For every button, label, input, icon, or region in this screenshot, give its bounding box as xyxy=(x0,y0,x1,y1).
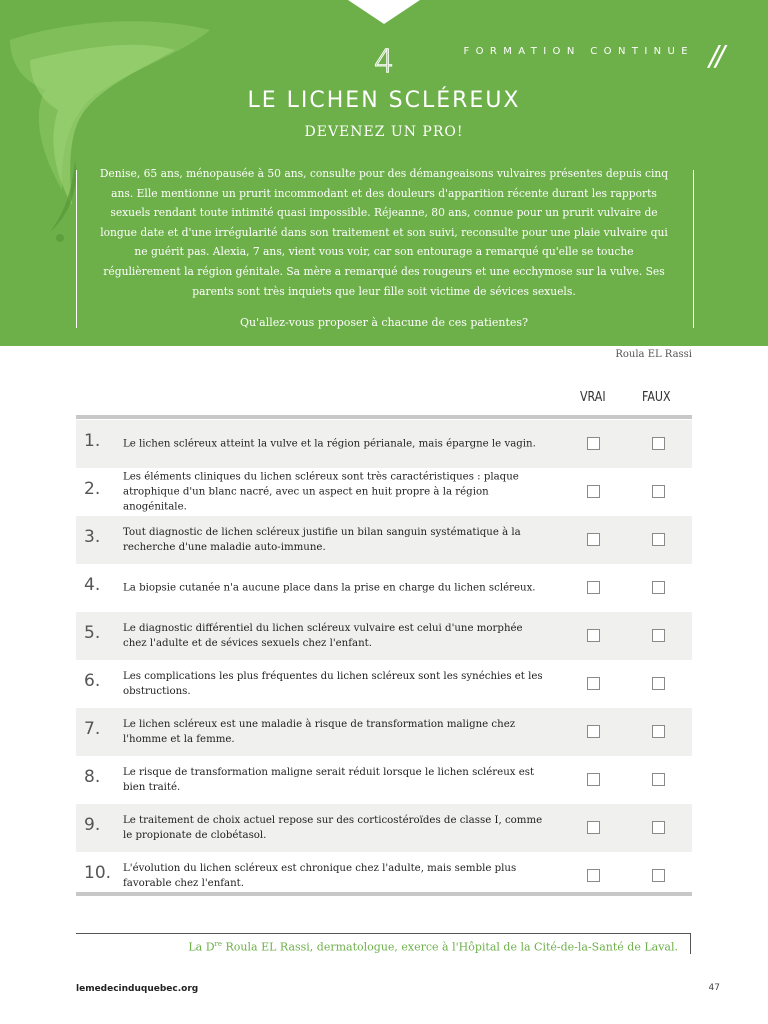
case-description: Denise, 65 ans, ménopausée à 50 ans, consulte pour des démangeaisons vulvaires présentes depuis cinq ans. Elle mentionne un prurit incommodant et des douleurs d'apparition récente durant les rapports sexuels rendant toute intimité quasi impossible. Réjeanne, 80 ans, connue pour un prurit vulvaire de longue date et d'une irrégularité dans son traitement et son suivi, reconsulte pour une plaie vulvaire qui ne guérit pas. Alexia, 7 ans, vient vous voir, car son entourage a remarqué qu'elle se touche régulièrement la région génitale. Sa mère a remarqué des rougeurs et une ecchymose sur la vulve. Ses parents sont très inquiets que leur fille soit victime de sévices sexuels. xyxy=(99,167,669,298)
faux-checkbox[interactable] xyxy=(652,485,665,498)
table-top-rule xyxy=(76,415,692,419)
item-number: 4. xyxy=(84,575,101,595)
article-number: 4 xyxy=(373,42,395,80)
column-header-vrai: VRAI xyxy=(580,390,606,405)
item-statement: Le risque de transformation maligne serait réduit lorsque le lichen scléreux est bien traité. xyxy=(123,767,535,793)
page-title: LE LICHEN SCLÉREUX xyxy=(247,88,521,113)
faux-checkbox[interactable] xyxy=(652,437,665,450)
author-name: Roula EL Rassi xyxy=(615,349,692,360)
vrai-checkbox[interactable] xyxy=(587,821,600,834)
quiz-list xyxy=(76,420,692,900)
faux-checkbox[interactable] xyxy=(652,533,665,546)
vrai-checkbox[interactable] xyxy=(587,437,600,450)
item-number: 5. xyxy=(84,623,101,643)
item-statement: Les complications les plus fréquentes du lichen scléreux sont les synéchies et les obstructions. xyxy=(123,671,543,697)
faux-checkbox[interactable] xyxy=(652,581,665,594)
author-note-superscript: re xyxy=(214,940,223,948)
vrai-checkbox[interactable] xyxy=(587,485,600,498)
item-number: 10. xyxy=(84,863,112,883)
item-number: 6. xyxy=(84,671,101,691)
faux-checkbox[interactable] xyxy=(652,821,665,834)
column-header-faux: FAUX xyxy=(642,390,671,405)
section-slashes: // xyxy=(709,39,722,72)
quiz-item xyxy=(76,660,692,708)
quiz-item xyxy=(76,420,692,468)
item-statement: Le traitement de choix actuel repose sur des corticostéroïdes de classe I, comme le propionate de clobétasol. xyxy=(123,815,543,841)
item-number: 8. xyxy=(84,767,101,787)
vrai-checkbox[interactable] xyxy=(587,725,600,738)
page-number: 47 xyxy=(708,983,720,993)
vrai-checkbox[interactable] xyxy=(587,773,600,786)
item-number: 3. xyxy=(84,527,101,547)
top-notch xyxy=(348,0,420,24)
author-note-text: Roula EL Rassi, dermatologue, exerce à l'Hôpital de la Cité-de-la-Santé de Laval. xyxy=(222,940,678,954)
item-statement: Le lichen scléreux est une maladie à risque de transformation maligne chez l'homme et la femme. xyxy=(123,719,516,745)
item-number: 1. xyxy=(84,431,101,451)
header-banner xyxy=(0,0,768,346)
item-number: 2. xyxy=(84,479,101,499)
item-statement: La biopsie cutanée n'a aucune place dans la prise en charge du lichen scléreux. xyxy=(123,582,536,594)
item-statement: L'évolution du lichen scléreux est chronique chez l'adulte, mais semble plus favorable chez l'enfant. xyxy=(123,863,517,889)
faux-checkbox[interactable] xyxy=(652,773,665,786)
item-statement: Le lichen scléreux atteint la vulve et la région périanale, mais épargne le vagin. xyxy=(123,438,536,450)
item-number: 9. xyxy=(84,815,101,835)
vrai-checkbox[interactable] xyxy=(587,629,600,642)
section-label: FORMATION CONTINUE xyxy=(463,46,694,57)
author-note xyxy=(188,940,678,954)
quiz-item xyxy=(76,756,692,804)
table-bottom-rule xyxy=(76,892,692,896)
item-number: 7. xyxy=(84,719,101,739)
case-question: Qu'allez-vous proposer à chacune de ces patientes? xyxy=(240,316,528,329)
quiz-item xyxy=(76,612,692,660)
quiz-item xyxy=(76,468,692,516)
quiz-item xyxy=(76,564,692,612)
vrai-checkbox[interactable] xyxy=(587,869,600,882)
item-statement: Les éléments cliniques du lichen scléreux sont très caractéristiques : plaque atrophique d'un blanc nacré, avec un aspect en huit propre à la région anogénitale. xyxy=(123,471,519,513)
quiz-item xyxy=(76,516,692,564)
quiz-item xyxy=(76,708,692,756)
vrai-checkbox[interactable] xyxy=(587,677,600,690)
author-note-prefix: La D xyxy=(188,940,215,954)
vrai-checkbox[interactable] xyxy=(587,533,600,546)
quiz-item xyxy=(76,804,692,852)
site-url: lemedecinduquebec.org xyxy=(76,984,199,994)
faux-checkbox[interactable] xyxy=(652,725,665,738)
faux-checkbox[interactable] xyxy=(652,869,665,882)
page-subtitle: DEVENEZ UN PRO! xyxy=(304,124,464,140)
item-statement: Le diagnostic différentiel du lichen scléreux vulvaire est celui d'une morphée chez l'adulte et de sévices sexuels chez l'enfant. xyxy=(123,623,523,649)
vrai-checkbox[interactable] xyxy=(587,581,600,594)
faux-checkbox[interactable] xyxy=(652,629,665,642)
faux-checkbox[interactable] xyxy=(652,677,665,690)
item-statement: Tout diagnostic de lichen scléreux justifie un bilan sanguin systématique à la recherche d'une maladie auto-immune. xyxy=(123,527,521,553)
